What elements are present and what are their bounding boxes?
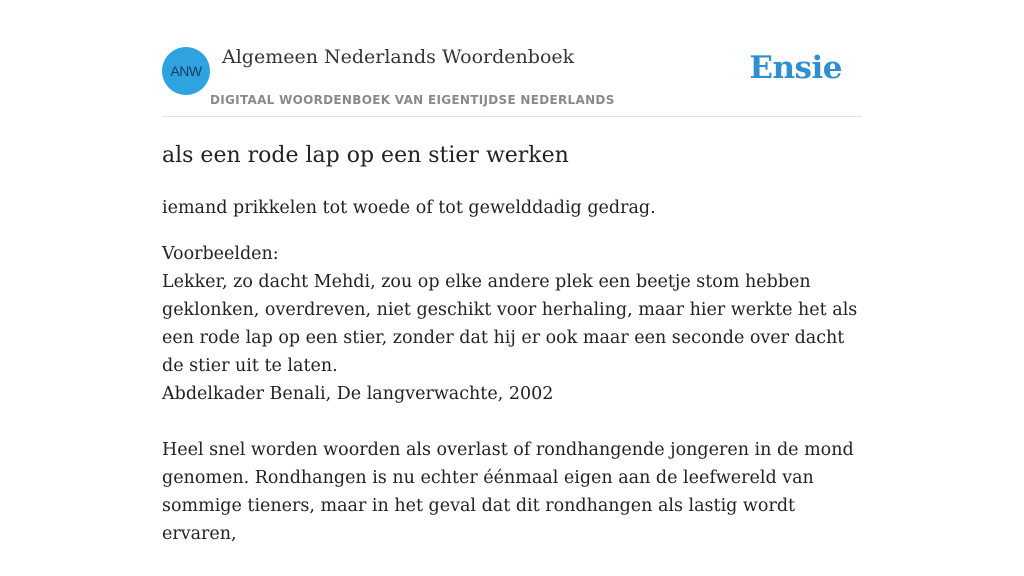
example-text: Heel snel worden woorden als overlast of rondhangende jongeren in de mond genomen. Rondhangen is nu echter éénmaal eigen aan de leefwereld van sommige tieners, maar in het geval dat dit rondhangen als lastig wordt ervaren, xyxy=(162,440,854,544)
example-text: Lekker, zo dacht Mehdi, zou op elke andere plek een beetje stom hebben geklonken, overdreven, niet geschikt voor herhaling, maar hier werkte het als een rode lap op een stier, zonder dat hij er ook maar een seconde over dacht de stier uit te laten. xyxy=(162,272,858,376)
entry-title: als een rode lap op een stier werken xyxy=(162,143,569,168)
anw-logo[interactable] xyxy=(162,47,210,95)
page-container xyxy=(162,0,862,576)
examples-section xyxy=(162,240,862,548)
example-item xyxy=(162,436,862,548)
entry-definition: iemand prikkelen tot woede of tot gewelddadig gedrag. xyxy=(162,198,656,218)
site-header xyxy=(162,0,862,117)
example-source: Abdelkader Benali, De langverwachte, 2002 xyxy=(162,384,554,404)
ensie-brand-logo[interactable]: Ensie xyxy=(749,50,842,86)
site-title[interactable]: Algemeen Nederlands Woordenboek xyxy=(222,46,575,68)
example-item xyxy=(162,268,862,408)
site-subtitle: DIGITAAL WOORDENBOEK VAN EIGENTIJDSE NEDERLANDS xyxy=(210,93,615,107)
logo-text: ANW xyxy=(170,63,202,79)
examples-label: Voorbeelden: xyxy=(162,244,279,264)
